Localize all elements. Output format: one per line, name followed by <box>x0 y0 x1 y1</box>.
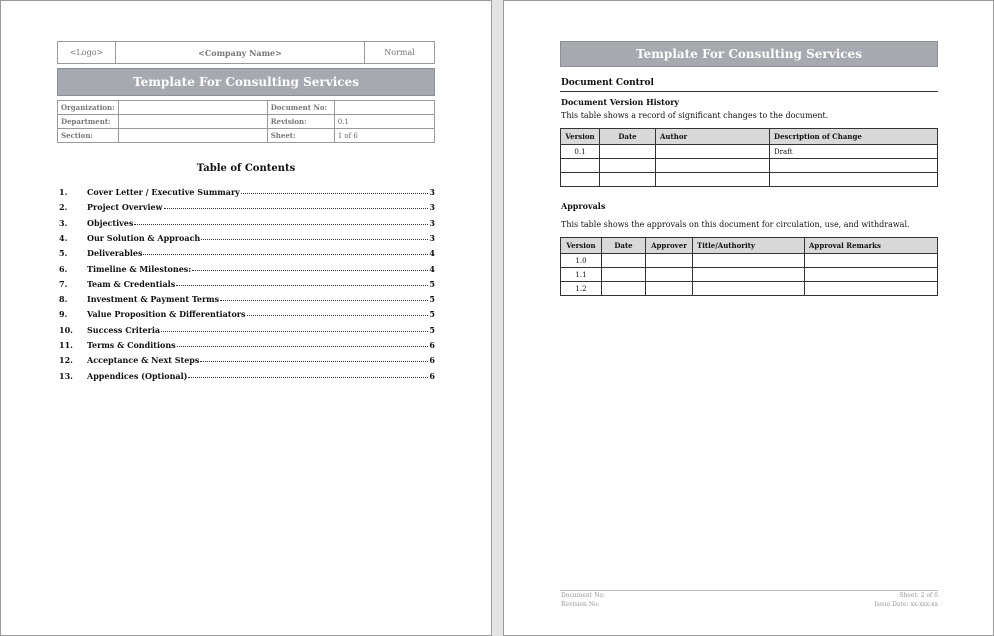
toc-item-title: Success Criteria <box>87 324 161 335</box>
approvals-heading: Approvals <box>561 201 606 211</box>
toc-item[interactable] <box>59 185 435 197</box>
toc-item-title: Team & Credentials <box>87 278 176 289</box>
toc-item-title: Objectives <box>87 217 134 228</box>
table-cell[interactable] <box>693 268 805 282</box>
toc-leader-dots <box>176 285 428 286</box>
heading-rule <box>560 91 938 92</box>
document-control-heading: Document Control <box>561 78 654 88</box>
toc-item-page: 5 <box>429 309 435 320</box>
footer-rule <box>560 590 938 591</box>
toc-leader-dots <box>188 377 428 378</box>
toc-leader-dots <box>220 300 428 301</box>
style-label: Normal <box>365 42 435 64</box>
table-cell[interactable] <box>656 159 770 173</box>
organization-label: Organization: <box>58 101 119 115</box>
toc-leader-dots <box>143 254 428 255</box>
table-cell[interactable] <box>805 268 938 282</box>
approvals-description: This table shows the approvals on this document for circulation, use, and withdrawal. <box>561 220 910 229</box>
header-table <box>57 41 435 64</box>
table-cell[interactable] <box>770 173 938 187</box>
toc-item[interactable] <box>59 246 435 258</box>
toc-item-page: 5 <box>429 278 435 289</box>
toc-item[interactable] <box>59 277 435 289</box>
toc-leader-dots <box>201 239 428 240</box>
column-header: Description of Change <box>770 129 938 145</box>
toc-item-title: Investment & Payment Terms <box>87 294 220 305</box>
toc-item[interactable] <box>59 307 435 319</box>
document-no-label: Document No: <box>267 101 334 115</box>
table-cell[interactable] <box>602 268 646 282</box>
table-cell[interactable]: Draft <box>770 145 938 159</box>
table-cell[interactable] <box>805 254 938 268</box>
department-value <box>118 115 267 129</box>
toc-item-page: 3 <box>429 202 435 213</box>
table-cell[interactable] <box>600 173 656 187</box>
version-history-description: This table shows a record of significant changes to the document. <box>561 111 829 120</box>
sheet-label: Sheet: <box>267 129 334 143</box>
toc-item-page: 3 <box>429 187 435 197</box>
toc-leader-dots <box>164 208 429 209</box>
toc-item[interactable] <box>59 353 435 365</box>
toc-item-number: 11. <box>59 340 73 350</box>
toc-item-number: 12. <box>59 355 73 366</box>
footer-revision-no: Revision No: <box>561 601 600 608</box>
toc-leader-dots <box>134 224 428 225</box>
revision-label: Revision: <box>267 115 334 129</box>
approvals-table <box>560 237 938 296</box>
toc-heading: Table of Contents <box>196 163 296 174</box>
column-header: Version <box>561 238 602 254</box>
toc-item-title: Project Overview <box>87 202 163 213</box>
table-cell[interactable] <box>646 282 693 296</box>
toc-item[interactable] <box>59 323 435 335</box>
column-header: Approver <box>646 238 693 254</box>
column-header: Author <box>656 129 770 145</box>
table-cell[interactable] <box>656 173 770 187</box>
page-1-title-banner: Template For Consulting Services <box>57 68 435 96</box>
table-row <box>561 173 938 187</box>
toc-item-title: Acceptance & Next Steps <box>87 355 200 366</box>
toc-item-number: 13. <box>59 370 73 381</box>
toc-item[interactable] <box>59 338 435 350</box>
table-row <box>561 254 938 268</box>
document-no-value <box>334 101 434 115</box>
toc-item-title: Appendices (Optional) <box>87 370 188 381</box>
column-header: Title/Authority <box>693 238 805 254</box>
table-row <box>561 282 938 296</box>
table-cell[interactable] <box>561 159 600 173</box>
document-info-table <box>57 100 435 143</box>
organization-value <box>118 101 267 115</box>
toc-item-number: 2. <box>59 202 68 213</box>
toc-item-number: 1. <box>59 187 68 197</box>
table-cell[interactable] <box>805 282 938 296</box>
table-cell[interactable] <box>693 254 805 268</box>
column-header: Approval Remarks <box>805 238 938 254</box>
toc-leader-dots <box>177 346 429 347</box>
toc-item-number: 3. <box>59 217 68 228</box>
toc-item[interactable] <box>59 369 435 381</box>
toc-item-page: 5 <box>429 324 435 335</box>
column-header: Date <box>600 129 656 145</box>
table-cell[interactable] <box>561 173 600 187</box>
toc-item-number: 6. <box>59 263 68 274</box>
toc-item-page: 6 <box>429 340 435 350</box>
table-cell[interactable] <box>656 145 770 159</box>
department-label: Department: <box>58 115 119 129</box>
table-row <box>561 159 938 173</box>
sheet-value: 1 of 6 <box>334 129 434 143</box>
table-cell[interactable]: 1.2 <box>561 282 602 296</box>
toc-item-title: Our Solution & Approach <box>87 232 201 243</box>
toc-item[interactable] <box>59 200 435 212</box>
table-row <box>561 268 938 282</box>
table-cell[interactable] <box>600 159 656 173</box>
toc-item-number: 4. <box>59 232 68 243</box>
toc-item-page: 4 <box>429 248 435 259</box>
toc-item-title: Deliverables <box>87 248 143 259</box>
footer-sheet: Sheet: 2 of 6 <box>899 592 938 599</box>
page-2-title-banner: Template For Consulting Services <box>560 41 938 67</box>
table-cell[interactable]: 1.1 <box>561 268 602 282</box>
toc-item-page: 6 <box>429 370 435 381</box>
toc-item-page: 6 <box>429 355 435 366</box>
toc-item-number: 7. <box>59 278 68 289</box>
table-cell[interactable]: 1.0 <box>561 254 602 268</box>
toc-item-number: 5. <box>59 248 68 259</box>
toc-item-title: Terms & Conditions <box>87 340 176 350</box>
toc-item-page: 3 <box>429 232 435 243</box>
toc-item[interactable] <box>59 216 435 228</box>
footer-issue-date: Issue Date: xx-xxx-xx <box>874 601 938 608</box>
section-value <box>118 129 267 143</box>
toc-item-number: 9. <box>59 309 68 320</box>
toc-item-title: Cover Letter / Executive Summary <box>87 187 240 197</box>
toc-item[interactable] <box>59 262 435 274</box>
toc-item-page: 4 <box>429 263 435 274</box>
table-cell[interactable] <box>646 254 693 268</box>
table-cell[interactable] <box>600 145 656 159</box>
table-row <box>561 145 938 159</box>
version-history-table <box>560 128 938 187</box>
page-2 <box>503 0 994 636</box>
toc-item-number: 8. <box>59 294 68 305</box>
toc-item-title: Value Proposition & Differentiators <box>87 309 246 320</box>
toc-item-page: 5 <box>429 294 435 305</box>
table-cell[interactable]: 0.1 <box>561 145 600 159</box>
toc-item[interactable] <box>59 292 435 304</box>
table-cell[interactable] <box>602 254 646 268</box>
column-header: Date <box>602 238 646 254</box>
toc-item-page: 3 <box>429 217 435 228</box>
logo-placeholder: <Logo> <box>58 42 116 64</box>
section-label: Section: <box>58 129 119 143</box>
toc-leader-dots <box>241 193 429 194</box>
column-header: Version <box>561 129 600 145</box>
toc-leader-dots <box>161 331 428 332</box>
toc-leader-dots <box>247 315 429 316</box>
toc-item-title: Timeline & Milestones: <box>87 263 192 274</box>
version-history-heading: Document Version History <box>561 97 680 107</box>
table-cell[interactable] <box>646 268 693 282</box>
company-name-placeholder: <Company Name> <box>116 42 365 64</box>
table-cell[interactable] <box>770 159 938 173</box>
toc-leader-dots <box>192 270 428 271</box>
table-cell[interactable] <box>602 282 646 296</box>
footer-document-no: Document No: <box>561 592 605 599</box>
toc-item-number: 10. <box>59 324 73 335</box>
revision-value: 0.1 <box>334 115 434 129</box>
toc-leader-dots <box>200 361 428 362</box>
toc-item[interactable] <box>59 231 435 243</box>
table-cell[interactable] <box>693 282 805 296</box>
